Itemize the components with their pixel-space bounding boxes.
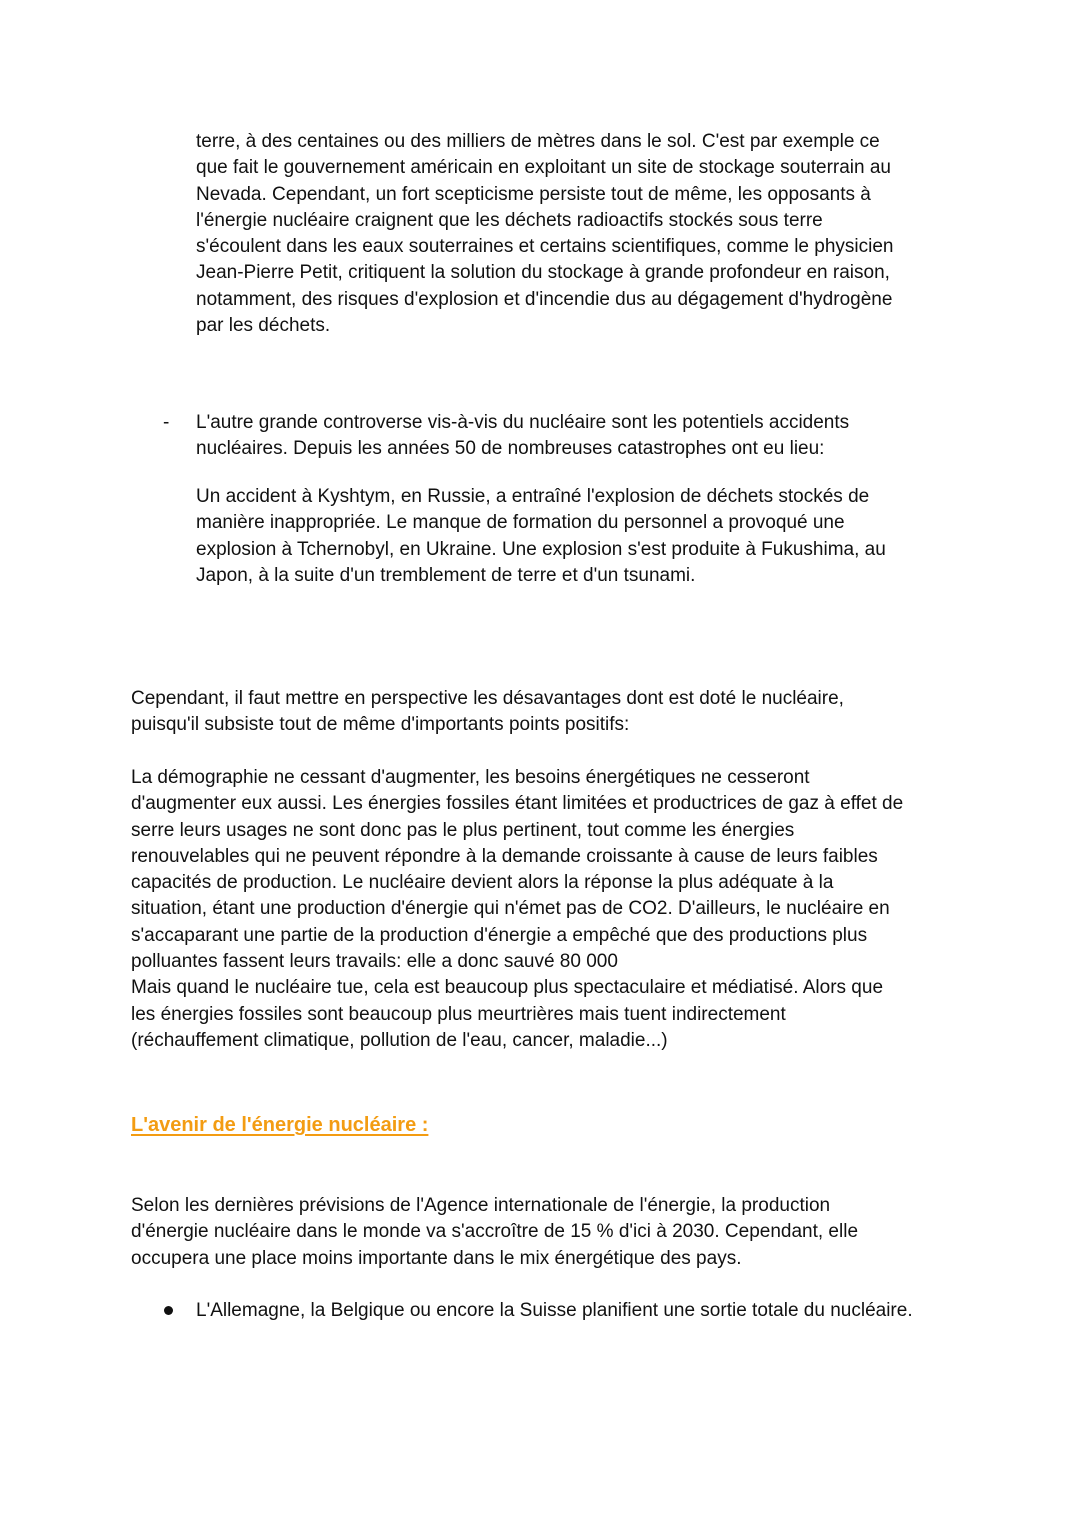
demography-paragraph: La démographie ne cessant d'augmenter, les besoins énergétiques ne cesseront d'augmenter eux aussi. Les énergies fossiles étant limitées et productrices de gaz à effet de serre leurs usages ne sont donc pas le plus pertinent, tout comme les énergies renouvelables qui ne peuvent répondre à la demande croissante à cause de leurs faibles capacités de production. Le nucléaire devient alors la réponse la plus adéquate à la situation, étant une production d'énergie qui n'émet pas de CO2. D'ailleurs, le nucléaire en s'accaparant une partie de la production d'énergie a empêché que des productions plus polluantes fassent leurs travails: elle a donc sauvé 80 000 Mais quand le nucléaire tue, cela est beaucoup plus spectaculaire et médiatisé. Alors que les énergies fossiles sont beaucoup plus meurtrières mais tuent indirectement (réchauffement climatique, pollution de l'eau, cancer, maladie...) [131,767,904,1051]
bullet-exit-item: L'Allemagne, la Belgique ou encore la Suisse planifient une sortie totale du nucléaire. [196,1300,913,1321]
section-heading-future: L'avenir de l'énergie nucléaire : [131,1114,429,1136]
dash-marker: - [163,412,170,433]
accidents-list-paragraph: Un accident à Kyshtym, en Russie, a entraîné l'explosion de déchets stockés de manière inappropriée. Le manque de formation du personnel a provoqué une explosion à Tchernobyl, en Ukraine. Une explosion s'est produite à Fukushima, au Japon, à la suite d'un tremblement de terre et d'un tsunami. [196,486,886,586]
accidents-intro-paragraph: L'autre grande controverse vis-à-vis du nucléaire sont les potentiels accidents nucléaires. Depuis les années 50 de nombreuses catastrophes ont eu lieu: [196,412,850,460]
perspective-paragraph: Cependant, il faut mettre en perspective les désavantages dont est doté le nucléaire, puisqu'il subsiste tout de même d'importants points positifs: [131,688,844,736]
storage-paragraph: terre, à des centaines ou des milliers de mètres dans le sol. C'est par exemple ce que fait le gouvernement américain en exploitant un site de stockage souterrain au Nevada. Cependant, un fort scepticisme persiste tout de même, les opposants à l'énergie nucléaire craignent que les déchets radioactifs stockés sous terre s'écoulent dans les eaux souterraines et certains scientifiques, comme le physicien Jean-Pierre Petit, critiquent la solution du stockage à grande profondeur en raison, notamment, des risques d'explosion et d'incendie dus au dégagement d'hydrogène par les déchets. [196,131,894,337]
bullet-dot-icon [164,1306,173,1315]
forecast-paragraph: Selon les dernières prévisions de l'Agence internationale de l'énergie, la production d'énergie nucléaire dans le monde va s'accroître de 15 % d'ici à 2030. Cependant, elle occupera une place moins importante dans le mix énergétique des pays. [131,1195,859,1269]
